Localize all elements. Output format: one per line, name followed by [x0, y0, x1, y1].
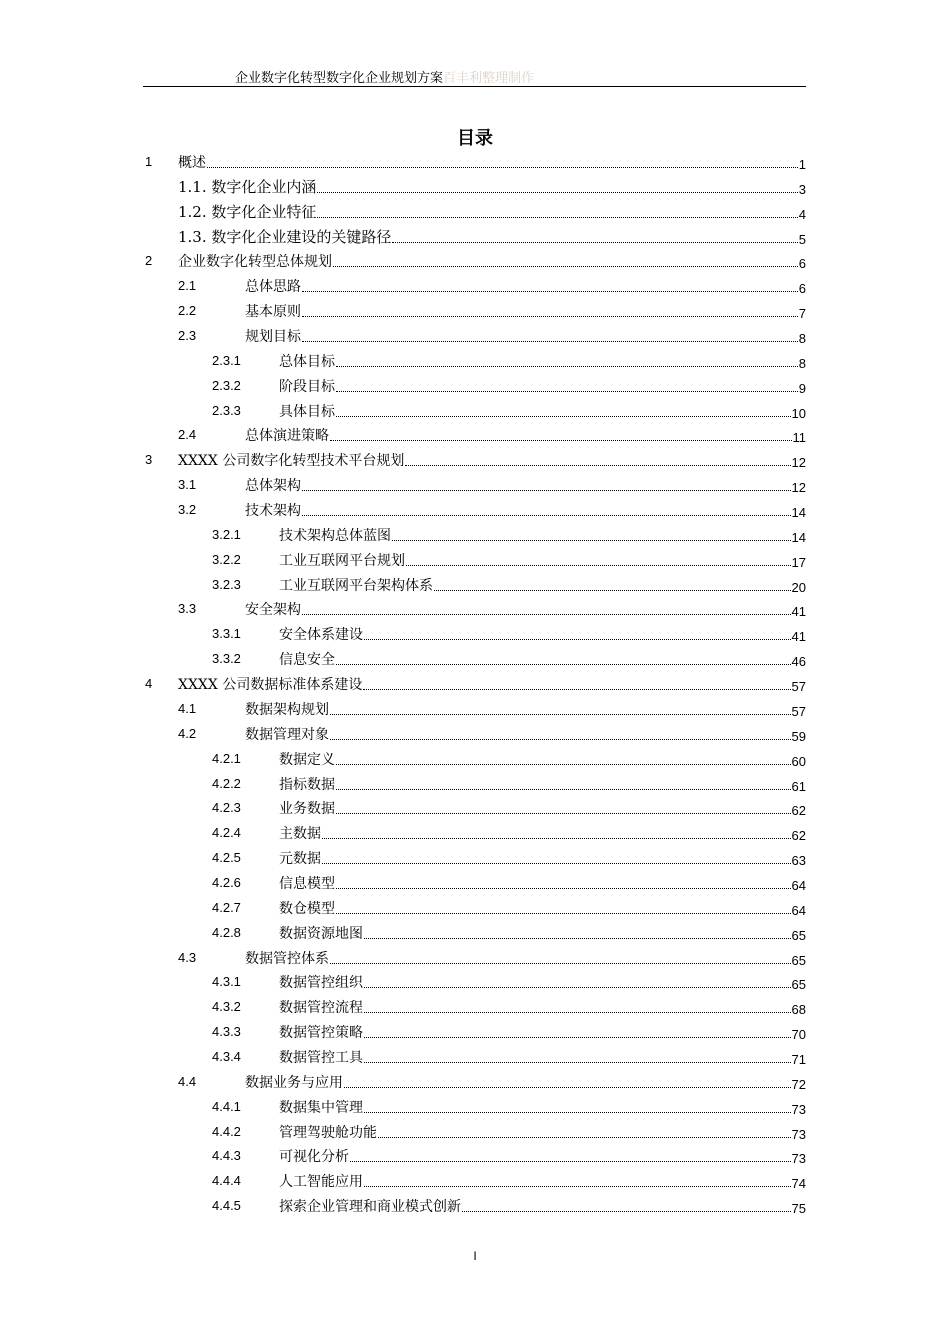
toc-leader-dots	[330, 962, 791, 964]
toc-leader-dots	[434, 589, 791, 591]
toc-entry-number: 2.4	[178, 427, 197, 443]
toc-entry-number: 4.3.3	[212, 1024, 241, 1040]
toc-entry-label: 规划目标	[245, 329, 301, 346]
toc-leader-dots	[336, 415, 791, 417]
toc-entry-page: 73	[791, 1126, 806, 1142]
toc-entry-label: 探索企业管理和商业模式创新	[279, 1199, 461, 1216]
toc-leader-dots	[363, 688, 790, 690]
toc-leader-dots	[336, 788, 791, 790]
header-title-text: 企业数字化转型数字化企业规划方案	[235, 71, 444, 86]
toc-entry-label: 数据管控策略	[279, 1025, 363, 1042]
toc-entry-number: 4.4.4	[212, 1173, 241, 1189]
toc-entry-page: 64	[791, 902, 806, 918]
toc-entry-number: 4	[145, 676, 153, 692]
toc-entry-label: 1.3. 数字化企业建设的关键路径	[178, 227, 392, 246]
toc-leader-dots	[322, 862, 791, 864]
toc-leader-dots	[336, 887, 791, 889]
toc-entry-page: 14	[791, 529, 806, 545]
toc-entry[interactable]	[0, 747, 950, 771]
toc-entry-page: 46	[791, 654, 806, 670]
toc-entry-page: 57	[791, 703, 806, 719]
toc-entry-label: 安全架构	[245, 602, 301, 619]
toc-entry-label: 技术架构总体蓝图	[279, 527, 391, 544]
toc-entry-label: 数据管控流程	[279, 1000, 363, 1017]
toc-leader-dots	[317, 191, 797, 193]
toc-leader-dots	[392, 241, 797, 243]
toc-title: 目录	[457, 128, 493, 149]
toc-entry[interactable]	[0, 374, 950, 398]
toc-entry-page: 17	[791, 554, 806, 570]
toc-entry-label: 阶段目标	[279, 378, 335, 395]
toc-entry-number: 4.4.2	[212, 1123, 241, 1139]
toc-entry-number: 4.2.6	[212, 874, 241, 890]
toc-entry-number: 3.3.2	[212, 651, 241, 667]
toc-leader-dots	[207, 166, 798, 168]
toc-entry-label: 信息安全	[279, 652, 335, 669]
toc-entry-page: 73	[791, 1101, 806, 1117]
toc-entry[interactable]	[0, 772, 950, 796]
toc-entry-page: 12	[791, 480, 806, 496]
toc-entry[interactable]	[0, 249, 950, 273]
toc-entry[interactable]	[0, 921, 950, 945]
toc-entry-number: 3.2.3	[212, 576, 241, 592]
toc-entry-number: 4.2.5	[212, 850, 241, 866]
toc-entry-label: 工业互联网平台规划	[279, 552, 405, 569]
toc-leader-dots	[350, 1160, 791, 1162]
toc-leader-dots	[336, 912, 791, 914]
toc-entry-label: 1.1. 数字化企业内涵	[178, 177, 317, 196]
toc-entry-page: 65	[791, 927, 806, 943]
toc-leader-dots	[336, 812, 791, 814]
toc-entry[interactable]	[0, 871, 950, 895]
toc-entry-page: 68	[791, 1002, 806, 1018]
toc-entry-label: 总体目标	[279, 353, 335, 370]
toc-entry[interactable]	[0, 150, 950, 174]
toc-entry-number: 2.3.2	[212, 377, 241, 393]
toc-leader-dots	[364, 1111, 791, 1113]
toc-entry-label: 人工智能应用	[279, 1174, 363, 1191]
toc-entry[interactable]	[0, 622, 950, 646]
toc-entry-page: 61	[791, 778, 806, 794]
toc-entry-label: 总体演进策略	[245, 428, 329, 445]
toc-entry-page: 11	[792, 430, 806, 446]
toc-entry[interactable]	[0, 821, 950, 845]
toc-entry-page: 20	[791, 579, 806, 595]
toc-entry-page: 71	[791, 1051, 806, 1067]
toc-entry[interactable]	[0, 722, 950, 746]
toc-entry-label: 数据架构规划	[245, 701, 329, 718]
toc-entry-page: 62	[791, 803, 806, 819]
toc-entry-number: 3.1	[178, 477, 197, 493]
toc-leader-dots	[364, 1036, 791, 1038]
toc-entry-page: 60	[791, 753, 806, 769]
toc-entry-page: 65	[791, 952, 806, 968]
toc-entry-label: 1.2. 数字化企业特征	[178, 202, 317, 221]
toc-entry[interactable]	[0, 274, 950, 298]
toc-entry-label: XXXX 公司数字化转型技术平台规划	[178, 453, 405, 470]
toc-entry-number: 4.3	[178, 949, 197, 965]
toc-leader-dots	[302, 290, 798, 292]
toc-entry-page: 59	[791, 728, 806, 744]
toc-entry-page: 14	[791, 505, 806, 521]
toc-entry-number: 4.2.4	[212, 825, 241, 841]
toc-entry[interactable]	[0, 1070, 950, 1094]
toc-leader-dots	[302, 489, 791, 491]
toc-entry-number: 3.3	[178, 601, 197, 617]
toc-leader-dots	[364, 1061, 791, 1063]
toc-entry-number: 2.3.1	[212, 352, 241, 368]
toc-leader-dots	[317, 216, 797, 218]
toc-leader-dots	[392, 539, 791, 541]
toc-leader-dots	[330, 439, 792, 441]
toc-leader-dots	[406, 564, 791, 566]
toc-entry-label: 管理驾驶舱功能	[279, 1124, 377, 1141]
toc-entry[interactable]	[0, 970, 950, 994]
toc-entry-page: 7	[798, 306, 806, 322]
toc-entry-label: 数据管理对象	[245, 726, 329, 743]
toc-entry-label: 数据集中管理	[279, 1099, 363, 1116]
toc-entry-page: 72	[791, 1076, 806, 1092]
toc-leader-dots	[302, 340, 798, 342]
toc-leader-dots	[364, 937, 791, 939]
toc-entry[interactable]	[0, 225, 950, 249]
toc-entry-label: 总体架构	[245, 478, 301, 495]
toc-entry-number: 4.4.1	[212, 1098, 241, 1114]
toc-entry-page: 10	[791, 405, 806, 421]
toc-entry-page: 63	[791, 853, 806, 869]
toc-entry-page: 57	[791, 679, 806, 695]
toc-entry-number: 4.4	[178, 1073, 197, 1089]
toc-entry[interactable]	[0, 1045, 950, 1069]
toc-leader-dots	[336, 365, 798, 367]
toc-leader-dots	[330, 713, 791, 715]
toc-entry-number: 4.4.5	[212, 1198, 241, 1214]
toc-entry-number: 4.4.3	[212, 1148, 241, 1164]
toc-entry-label: 数据定义	[279, 751, 335, 768]
toc-entry[interactable]	[0, 1095, 950, 1119]
toc-entry-label: 总体思路	[245, 279, 301, 296]
toc-entry-label: 数据管控组织	[279, 975, 363, 992]
toc-entry[interactable]	[0, 473, 950, 497]
toc-entry-page: 3	[798, 181, 806, 197]
footer-page-number: I	[473, 1249, 477, 1263]
toc-entry-number: 3	[145, 452, 153, 468]
toc-entry-page: 8	[798, 331, 806, 347]
toc-entry-page: 8	[798, 355, 806, 371]
toc-entry[interactable]	[0, 597, 950, 621]
toc-leader-dots	[364, 1011, 791, 1013]
toc-entry-label: 安全体系建设	[279, 627, 363, 644]
toc-entry[interactable]	[0, 324, 950, 348]
toc-entry-label: 基本原则	[245, 304, 301, 321]
header-title	[235, 67, 534, 86]
toc-entry-number: 4.3.1	[212, 974, 241, 990]
toc-entry-number: 4.1	[178, 700, 197, 716]
toc-entry[interactable]	[0, 299, 950, 323]
toc-leader-dots	[462, 1210, 791, 1212]
toc-entry-number: 4.2.7	[212, 899, 241, 915]
toc-entry-number: 2	[145, 253, 153, 269]
toc-leader-dots	[405, 464, 790, 466]
toc-leader-dots	[344, 1086, 791, 1088]
toc-entry[interactable]	[0, 896, 950, 920]
toc-entry-label: 技术架构	[245, 503, 301, 520]
toc-entry-label: 企业数字化转型总体规划	[178, 254, 332, 271]
toc-leader-dots	[330, 738, 791, 740]
toc-entry-number: 4.2.8	[212, 924, 241, 940]
toc-entry-number: 2.1	[178, 278, 197, 294]
toc-entry-number: 3.3.1	[212, 626, 241, 642]
toc-entry-page: 41	[791, 629, 806, 645]
toc-entry[interactable]	[0, 1194, 950, 1218]
toc-entry-label: 元数据	[279, 851, 321, 868]
toc-entry[interactable]	[0, 796, 950, 820]
toc-entry[interactable]	[0, 1120, 950, 1144]
toc-entry-number: 3.2	[178, 502, 197, 518]
toc-entry-page: 6	[798, 281, 806, 297]
toc-entry[interactable]	[0, 423, 950, 447]
toc-entry-number: 3.2.1	[212, 526, 241, 542]
toc-entry[interactable]	[0, 548, 950, 572]
toc-entry[interactable]	[0, 995, 950, 1019]
toc-entry[interactable]	[0, 175, 950, 199]
toc-entry-page: 4	[798, 206, 806, 222]
toc-entry[interactable]	[0, 349, 950, 373]
toc-entry-label: 信息模型	[279, 875, 335, 892]
toc-entry[interactable]	[0, 523, 950, 547]
toc-leader-dots	[364, 1185, 791, 1187]
toc-entry-page: 6	[798, 256, 806, 272]
toc-entry-label: 主数据	[279, 826, 321, 843]
toc-entry-number: 1	[145, 154, 153, 169]
toc-entry[interactable]	[0, 573, 950, 597]
toc-entry-number: 4.2.3	[212, 800, 241, 816]
toc-entry-label: 可视化分析	[279, 1149, 349, 1166]
page-header	[143, 64, 806, 87]
toc-leader-dots	[302, 514, 791, 516]
toc-entry-number: 3.2.2	[212, 551, 241, 567]
toc-entry-page: 74	[791, 1176, 806, 1192]
toc-entry-label: 数仓模型	[279, 900, 335, 917]
toc-entry[interactable]	[0, 672, 950, 696]
toc-entry-label: 数据资源地图	[279, 925, 363, 942]
toc-entry-label: 数据管控工具	[279, 1049, 363, 1066]
toc-entry-number: 4.2	[178, 725, 197, 741]
toc-leader-dots	[364, 638, 791, 640]
toc-entry-page: 73	[791, 1151, 806, 1167]
toc-entry-page: 41	[791, 604, 806, 620]
toc-entry-label: 概述	[178, 155, 206, 171]
toc-entry[interactable]	[0, 647, 950, 671]
toc-entry-page: 1	[798, 157, 806, 172]
toc-leader-dots	[336, 390, 798, 392]
toc-entry-label: 数据业务与应用	[245, 1074, 343, 1091]
toc-leader-dots	[322, 837, 791, 839]
toc-entry-page: 9	[798, 380, 806, 396]
toc-entry-page: 70	[791, 1027, 806, 1043]
toc-entry[interactable]	[0, 200, 950, 224]
toc-leader-dots	[302, 315, 798, 317]
toc-leader-dots	[378, 1136, 791, 1138]
toc-entry-number: 4.2.1	[212, 750, 241, 766]
toc-entry-number: 4.2.2	[212, 775, 241, 791]
toc-entry-number: 2.3.3	[212, 402, 241, 418]
toc-entry-number: 2.3	[178, 328, 197, 344]
toc-entry-number: 4.3.4	[212, 1048, 241, 1064]
toc-leader-dots	[333, 265, 798, 267]
toc-leader-dots	[336, 663, 791, 665]
toc-entry[interactable]	[0, 498, 950, 522]
toc-entry[interactable]	[0, 846, 950, 870]
toc-entry-page: 5	[798, 231, 806, 247]
toc-entry-number: 4.3.2	[212, 999, 241, 1015]
header-watermark: 百丰利整理制作	[443, 71, 535, 86]
toc-entry[interactable]	[0, 1144, 950, 1168]
toc-entry[interactable]	[0, 1020, 950, 1044]
toc-entry-label: 数据管控体系	[245, 950, 329, 967]
toc-entry[interactable]	[0, 448, 950, 472]
toc-entry-label: 具体目标	[279, 403, 335, 420]
toc-leader-dots	[364, 986, 791, 988]
toc-entry-label: 工业互联网平台架构体系	[279, 577, 433, 594]
toc-entry-page: 75	[791, 1201, 806, 1217]
toc-entry-number: 2.2	[178, 303, 197, 319]
toc-entry-page: 12	[791, 455, 806, 471]
toc-entry[interactable]	[0, 697, 950, 721]
toc-entry[interactable]	[0, 1169, 950, 1193]
toc-entry-page: 64	[791, 877, 806, 893]
toc-entry[interactable]	[0, 399, 950, 423]
toc-entry-label: XXXX 公司数据标准体系建设	[178, 677, 363, 694]
toc-leader-dots	[336, 763, 791, 765]
toc-entry-page: 62	[791, 828, 806, 844]
toc-entry-label: 指标数据	[279, 776, 335, 793]
toc-leader-dots	[302, 613, 791, 615]
toc-entry-page: 65	[791, 977, 806, 993]
toc-entry[interactable]	[0, 946, 950, 970]
toc-entry-label: 业务数据	[279, 801, 335, 818]
